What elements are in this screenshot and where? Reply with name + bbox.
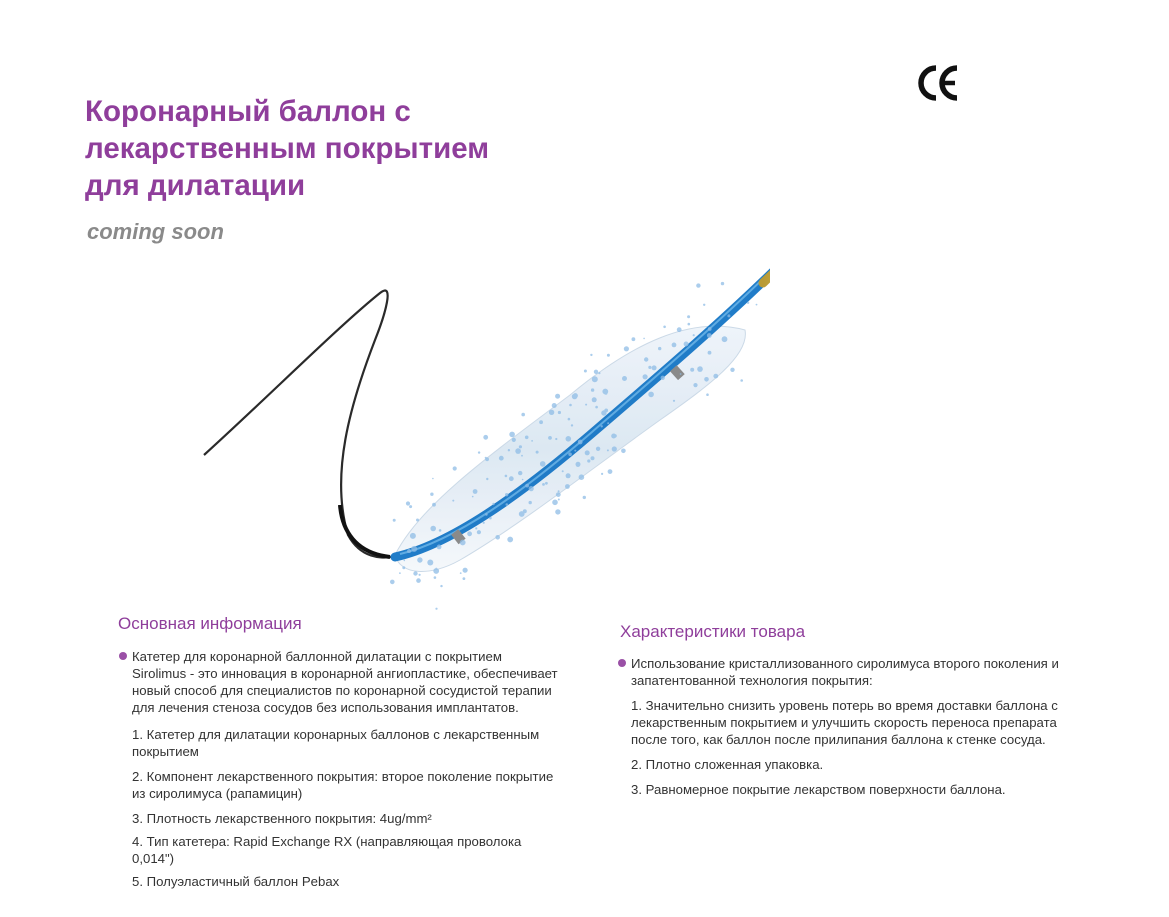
drug-particle bbox=[568, 418, 571, 421]
drug-particle bbox=[704, 377, 709, 382]
basic-info-heading: Основная информация bbox=[118, 614, 302, 633]
drug-particle bbox=[452, 500, 454, 502]
drug-particle bbox=[565, 484, 570, 489]
coming-soon-label: coming soon bbox=[87, 219, 224, 244]
drug-particle bbox=[435, 608, 437, 610]
drug-particle bbox=[540, 461, 546, 467]
drug-particle bbox=[512, 438, 516, 442]
drug-particle bbox=[707, 333, 712, 338]
drug-particle bbox=[604, 392, 607, 395]
drug-particle bbox=[555, 509, 560, 514]
drug-particle bbox=[419, 574, 421, 576]
drug-particle bbox=[519, 445, 522, 448]
drug-particle bbox=[558, 490, 560, 492]
drug-particle bbox=[622, 376, 627, 381]
drug-particle bbox=[505, 475, 508, 478]
drug-particle bbox=[467, 531, 472, 536]
drug-particle bbox=[499, 456, 504, 461]
drug-particle bbox=[587, 459, 590, 462]
drug-particle bbox=[658, 347, 661, 350]
drug-particle bbox=[508, 449, 510, 451]
drug-particle bbox=[518, 471, 522, 475]
drug-particle bbox=[536, 451, 539, 454]
drug-particle bbox=[601, 473, 603, 475]
basic-info-item-5: 5. Полуэластичный баллон Pebax bbox=[132, 874, 340, 889]
drug-particle bbox=[404, 560, 406, 562]
drug-particle bbox=[485, 457, 487, 459]
drug-particle bbox=[409, 505, 412, 508]
drug-particle bbox=[432, 478, 434, 480]
guidewire bbox=[204, 291, 400, 558]
drug-particle bbox=[539, 420, 543, 424]
drug-particle bbox=[591, 456, 595, 460]
ce-mark-logo bbox=[916, 63, 962, 103]
drug-particle bbox=[531, 440, 533, 442]
drug-particle bbox=[673, 400, 675, 402]
drug-particle bbox=[592, 376, 598, 382]
drug-particle bbox=[621, 449, 626, 454]
drug-particle bbox=[652, 365, 657, 370]
drug-particle bbox=[722, 336, 728, 342]
drug-particle bbox=[525, 484, 529, 488]
drug-particle bbox=[435, 568, 437, 570]
drug-particle bbox=[505, 493, 508, 496]
drug-particle bbox=[601, 410, 606, 415]
drug-particle bbox=[680, 373, 682, 375]
drug-particle bbox=[416, 578, 421, 583]
drug-particle bbox=[579, 474, 585, 480]
drug-particle bbox=[393, 519, 396, 522]
basic-info-item-3: 3. Плотность лекарственного покрытия: 4ug/mm² bbox=[132, 811, 432, 826]
drug-particle bbox=[690, 368, 694, 372]
bullet-dot-icon bbox=[119, 652, 127, 660]
drug-particle bbox=[558, 499, 560, 501]
drug-particle bbox=[495, 535, 500, 540]
drug-particle bbox=[607, 449, 609, 451]
drug-particle bbox=[549, 410, 554, 415]
drug-particle bbox=[555, 394, 560, 399]
drug-particle bbox=[688, 323, 691, 326]
drug-particle bbox=[592, 397, 597, 402]
basic-info-section bbox=[118, 648, 558, 890]
drug-particle bbox=[406, 501, 410, 505]
drug-particle bbox=[614, 434, 617, 437]
features-item-1: 1. Значительно снизить уровень потерь во время доставки баллона с лекарственным покрытием и улучшить скорость переноса препарата после того, как баллон после прилипания баллона к стенке сосуда. bbox=[631, 698, 1058, 747]
drug-particle bbox=[663, 326, 666, 329]
drug-particle bbox=[672, 343, 677, 348]
drug-particle bbox=[410, 533, 416, 539]
title-line-3: для дилатации bbox=[85, 169, 306, 202]
basic-info-item-2: 2. Компонент лекарственного покрытия: второе поколение покрытие из сиролимуса (рапамицин) bbox=[132, 769, 554, 801]
drug-particle bbox=[439, 529, 442, 532]
drug-particle bbox=[417, 557, 422, 562]
drug-particle bbox=[706, 393, 709, 396]
drug-particle bbox=[578, 440, 583, 445]
drug-particle bbox=[542, 483, 545, 486]
drug-particle bbox=[515, 448, 521, 454]
drug-particle bbox=[583, 496, 586, 499]
drug-particle bbox=[472, 496, 474, 498]
drug-particle bbox=[677, 327, 682, 332]
drug-particle bbox=[574, 450, 576, 452]
drug-particle bbox=[460, 540, 466, 546]
drug-particle bbox=[556, 492, 561, 497]
drug-particle bbox=[740, 379, 743, 382]
drug-particle bbox=[595, 406, 598, 409]
drug-particle bbox=[522, 479, 524, 481]
drug-particle bbox=[608, 469, 613, 474]
drug-particle bbox=[571, 424, 573, 426]
drug-particle bbox=[687, 315, 690, 318]
title-line-2: лекарственным покрытием bbox=[85, 132, 490, 165]
drug-particle bbox=[407, 549, 411, 553]
drug-particle bbox=[430, 493, 433, 496]
drug-particle bbox=[529, 501, 532, 504]
drug-particle bbox=[413, 571, 417, 575]
drug-particle bbox=[632, 337, 636, 341]
title-line-1: Коронарный баллон с bbox=[85, 95, 411, 128]
drug-particle bbox=[521, 455, 523, 457]
drug-particle bbox=[555, 438, 557, 440]
features-heading: Характеристики товара bbox=[620, 622, 806, 641]
features-item-2: 2. Плотно сложенная упаковка. bbox=[631, 757, 824, 772]
drug-particle bbox=[558, 411, 561, 414]
drug-particle bbox=[648, 366, 651, 369]
drug-particle bbox=[756, 304, 758, 306]
drug-particle bbox=[643, 338, 645, 340]
drug-particle bbox=[703, 304, 705, 306]
drug-particle bbox=[506, 503, 509, 506]
drug-particle bbox=[432, 503, 436, 507]
bullet-dot-icon bbox=[618, 659, 626, 667]
drug-particle bbox=[696, 283, 700, 287]
drug-particle bbox=[521, 413, 525, 417]
drug-particle bbox=[566, 473, 571, 478]
page-title bbox=[85, 93, 605, 204]
drug-particle bbox=[576, 462, 581, 467]
drug-particle bbox=[440, 585, 442, 587]
drug-particle bbox=[509, 432, 515, 438]
drug-particle bbox=[584, 370, 587, 373]
drug-particle bbox=[529, 486, 534, 491]
basic-info-item-4: 4. Тип катетера: Rapid Exchange RX (направляющая проволока 0,014") bbox=[132, 834, 522, 866]
drug-particle bbox=[700, 367, 702, 369]
drug-particle bbox=[585, 404, 587, 406]
drug-particle bbox=[478, 451, 480, 453]
drug-particle bbox=[607, 354, 610, 357]
drug-particle bbox=[569, 404, 572, 407]
drug-particle bbox=[483, 522, 485, 524]
drug-particle bbox=[585, 450, 590, 455]
drug-particle bbox=[402, 566, 405, 569]
basic-info-item-1: 1. Катетер для дилатации коронарных баллонов с лекарственным покрытием bbox=[132, 727, 540, 759]
drug-particle bbox=[607, 422, 609, 424]
drug-particle bbox=[598, 372, 600, 374]
drug-particle bbox=[747, 302, 749, 304]
basic-info-intro: Катетер для коронарной баллонной дилатации с покрытием Sirolimus - это инновация в коронарной ангиопластике, обеспечивает новый способ для специалистов по коронарной сосудистой терапии для лечения стеноза сосудов без использования имплантатов. bbox=[118, 648, 558, 716]
drug-particle bbox=[463, 577, 466, 580]
drug-particle bbox=[411, 546, 417, 552]
features-item-3: 3. Равномерное покрытие лекарством поверхности баллона. bbox=[631, 782, 1006, 797]
drug-particle bbox=[519, 511, 525, 517]
drug-particle bbox=[693, 334, 695, 336]
drug-particle bbox=[485, 513, 488, 516]
drug-particle bbox=[507, 537, 513, 543]
drug-particle bbox=[730, 368, 734, 372]
features-section bbox=[617, 655, 1092, 798]
drug-particle bbox=[572, 394, 578, 400]
drug-particle bbox=[591, 388, 594, 391]
drug-particle bbox=[509, 476, 514, 481]
drug-particle bbox=[693, 383, 697, 387]
drug-particle bbox=[390, 580, 395, 585]
drug-particle bbox=[492, 503, 494, 505]
drug-particle bbox=[727, 314, 730, 317]
drug-particle bbox=[430, 526, 436, 532]
drug-particle bbox=[548, 436, 552, 440]
drug-particle bbox=[475, 527, 477, 529]
drug-particle bbox=[661, 376, 665, 380]
features-intro: Использование кристаллизованного сиролимуса второго поколения и запатентованной технология покрытия: bbox=[617, 655, 1092, 689]
balloon-catheter-illustration bbox=[190, 205, 770, 615]
drug-particle bbox=[648, 392, 654, 398]
drug-particle bbox=[552, 500, 558, 506]
drug-particle bbox=[453, 466, 457, 470]
drug-particle bbox=[644, 357, 648, 361]
drug-particle bbox=[486, 478, 488, 480]
drug-particle bbox=[437, 545, 442, 550]
drug-particle bbox=[416, 519, 419, 522]
drug-particle bbox=[594, 370, 598, 374]
drug-particle bbox=[463, 568, 468, 573]
drug-particle bbox=[477, 530, 481, 534]
drug-particle bbox=[489, 517, 492, 520]
drug-particle bbox=[590, 354, 592, 356]
drug-particle bbox=[721, 282, 724, 285]
drug-particle bbox=[601, 425, 603, 427]
drug-particle bbox=[562, 470, 564, 472]
drug-particle bbox=[713, 374, 718, 379]
drug-particle bbox=[566, 436, 572, 442]
drug-particle bbox=[545, 482, 548, 485]
drug-particle bbox=[624, 346, 629, 351]
drug-particle bbox=[552, 403, 557, 408]
drug-particle bbox=[568, 453, 572, 457]
drug-particle bbox=[643, 375, 645, 377]
drug-particle bbox=[708, 351, 712, 355]
drug-particle bbox=[708, 327, 712, 331]
drug-particle bbox=[427, 560, 433, 566]
drug-particle bbox=[684, 342, 689, 347]
drug-particle bbox=[612, 446, 617, 451]
drug-particle bbox=[473, 489, 478, 494]
drug-particle bbox=[525, 436, 529, 440]
drug-particle bbox=[483, 435, 488, 440]
drug-particle bbox=[596, 447, 600, 451]
drug-particle bbox=[460, 572, 462, 574]
drug-particle bbox=[399, 572, 401, 574]
drug-particle bbox=[434, 576, 437, 579]
